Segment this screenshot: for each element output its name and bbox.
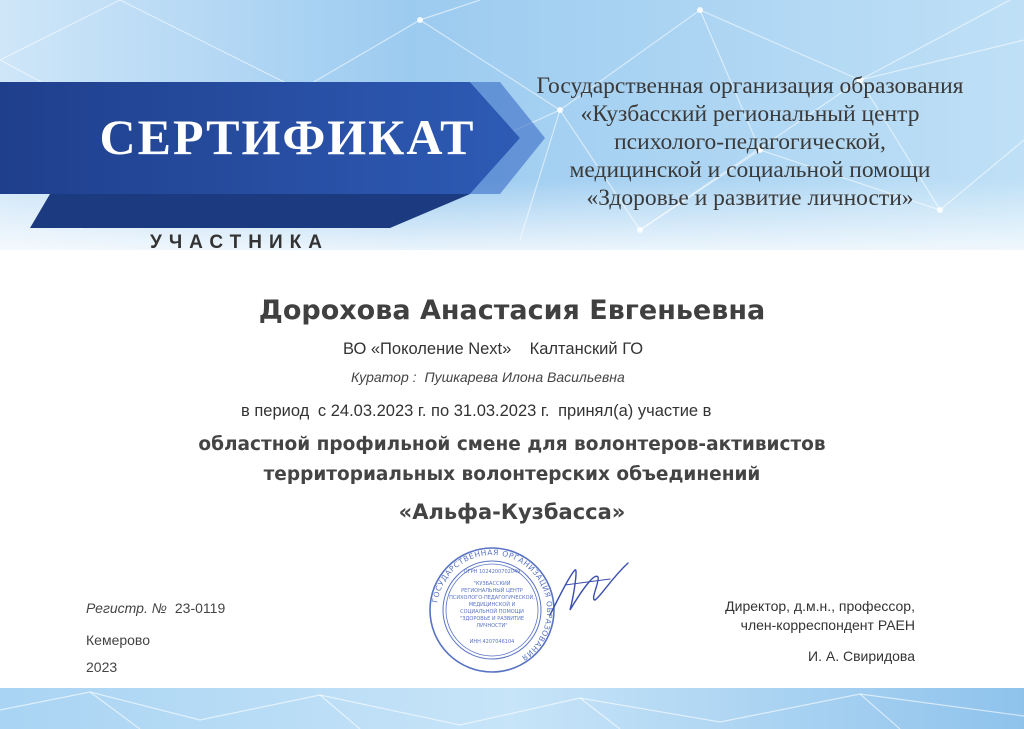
stamp-text-line: ЛИЧНОСТИ" — [476, 623, 508, 629]
participation-period — [241, 402, 715, 421]
period-dates: с 24.03.2023 г. по 31.03.2023 г. — [317, 402, 550, 420]
participant-name: Дорохова Анастасия Евгеньевна — [258, 295, 766, 326]
organization-name — [470, 72, 1024, 212]
director-signature — [540, 555, 630, 635]
curator-name: Пушкарева Илона Васильевна — [424, 369, 625, 385]
curator-line — [351, 369, 625, 385]
official-stamp — [427, 545, 557, 675]
event-name: «Альфа-Кузбасса» — [398, 500, 626, 524]
stamp-text-line: ПСИХОЛОГО-ПЕДАГОГИЧЕСКОЙ, — [449, 595, 535, 601]
stamp-text-line: МЕДИЦИНСКОЙ И — [468, 602, 516, 608]
certificate-subtitle: УЧАСТНИКА — [150, 232, 329, 253]
issue-city: Кемерово — [86, 632, 150, 648]
director-title-line: Директор, д.м.н., профессор, — [725, 598, 915, 614]
stamp-text-line: РЕГИОНАЛЬНЫЙ ЦЕНТР — [461, 588, 523, 594]
organization-line: психолого-педагогической, — [614, 129, 886, 155]
stamp-ogrn: ОГРН 1024200702049 — [463, 569, 521, 575]
registration-value: 23-0119 — [174, 600, 226, 616]
event-line-2: территориальных волонтерских объединений — [263, 464, 761, 485]
issue-year: 2023 — [86, 659, 118, 675]
director-title — [690, 597, 915, 635]
stamp-inn: ИНН 4207046104 — [469, 639, 515, 645]
registration-number — [86, 600, 225, 616]
certificate-title: СЕРТИФИКАТ — [99, 109, 476, 165]
period-suffix: принял(а) участие в — [558, 402, 712, 420]
organization-line: «Здоровье и развитие личности» — [586, 185, 914, 211]
event-line-1: областной профильной смене для волонтеров-активистов — [198, 434, 826, 455]
stamp-text-line: "КУЗБАССКИЙ — [473, 581, 511, 587]
registration-label: Регистр. № — [86, 600, 167, 616]
organization-line: Государственная организация образования — [536, 73, 964, 99]
stamp-ring-text: ГОСУДАРСТВЕННАЯ ОРГАНИЗАЦИЯ ОБРАЗОВАНИЯ — [430, 547, 555, 663]
participant-organization: ВО «Поколение Next» Калтанский ГО — [343, 340, 644, 358]
curator-label: Куратор : — [351, 369, 417, 385]
organization-line: медицинской и социальной помощи — [569, 157, 931, 183]
director-name: И. А. Свиридова — [808, 648, 915, 664]
period-prefix: в период — [241, 402, 310, 420]
organization-line: «Кузбасский региональный центр — [580, 101, 920, 127]
stamp-text-line: СОЦИАЛЬНОЙ ПОМОЩИ — [460, 609, 524, 615]
director-title-line: член-корреспондент РАЕН — [740, 617, 915, 633]
stamp-text-line: "ЗДОРОВЬЕ И РАЗВИТИЕ — [459, 616, 525, 622]
